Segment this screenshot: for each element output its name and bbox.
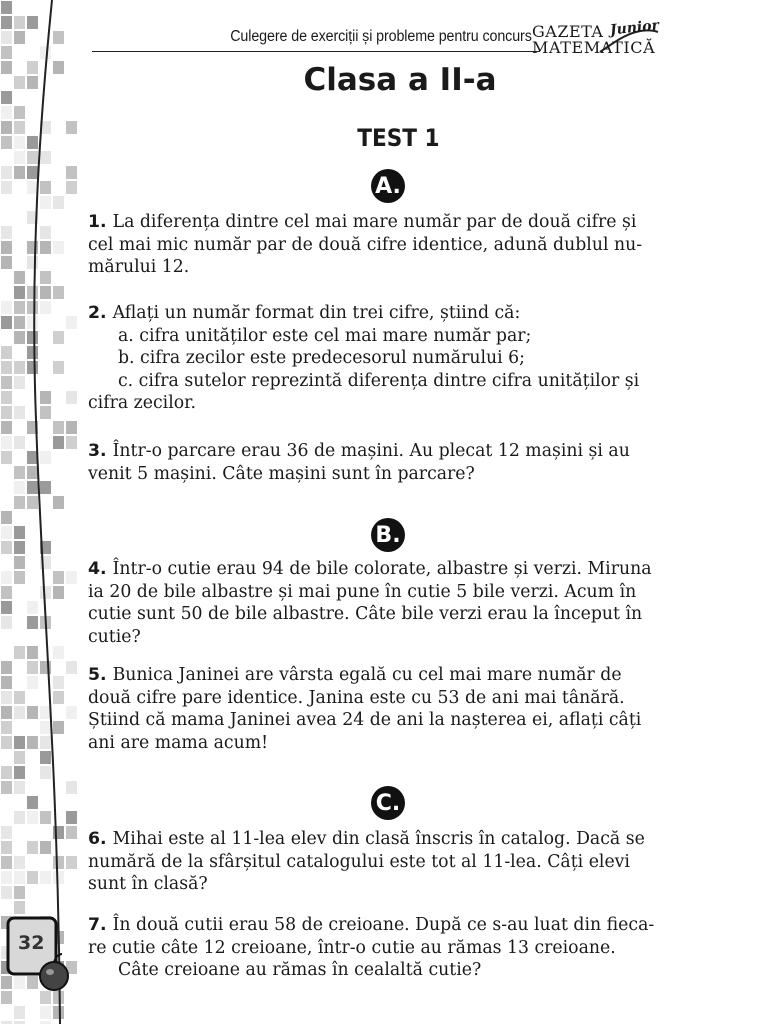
- problem-line: două cifre pare identice. Janina este cu 53 de ani mai tânără.: [88, 687, 625, 708]
- logo-gazeta-text: GAZETA: [532, 22, 604, 41]
- problem-text: Aflați un număr format din trei cifre, știind că:: [112, 303, 521, 323]
- header-rule: [92, 51, 540, 52]
- problem-number: 3.: [88, 441, 107, 461]
- logo-junior-text: Junior: [609, 17, 660, 39]
- problem-subitem-c: c. cifra sutelor reprezintă diferența dintre cifra unităților și: [118, 370, 640, 391]
- problem-line: [88, 828, 694, 851]
- page-header: [92, 18, 702, 58]
- problem-7: [88, 914, 694, 982]
- problem-line: [88, 558, 694, 581]
- problem-line: cifra zecilor.: [88, 393, 196, 413]
- problem-3: [88, 440, 694, 485]
- decorative-curve-line: [0, 0, 80, 1024]
- problem-line: cel mai mic număr par de două cifre identice, adună dublul nu-: [88, 234, 643, 255]
- problem-line: ia 20 de bile albastre și mai pune în cutie 5 bile verzi. Acum în: [88, 581, 637, 602]
- problem-text: Mihai este al 11-lea elev din clasă înscris în catalog. Dacă se: [112, 829, 645, 849]
- page-number-badge: [6, 914, 64, 984]
- problem-line: [88, 211, 694, 234]
- problem-4: [88, 558, 694, 648]
- section-badge-b: B.: [371, 518, 405, 552]
- section-badge-c: C.: [371, 786, 405, 820]
- running-title: Culegere de exerciții și probleme pentru concurs: [230, 28, 532, 45]
- problem-line: [88, 440, 694, 463]
- problem-line: mărului 12.: [88, 257, 190, 277]
- problem-1: [88, 211, 694, 279]
- problem-text: Bunica Janinei are vârsta egală cu cel mai mare număr de: [112, 665, 622, 685]
- problem-6: [88, 828, 694, 896]
- problem-5: [88, 664, 694, 754]
- problem-line: cutie sunt 50 de bile albastre. Câte bile verzi erau la început în: [88, 604, 643, 624]
- problem-line: ani are mama acum!: [88, 732, 269, 753]
- problem-line: Câte creioane au rămas în cealaltă cutie?: [118, 960, 482, 980]
- logo-matematica-text: MATEMATICĂ: [532, 38, 656, 57]
- problem-text: Într-o parcare erau 36 de mașini. Au plecat 12 mașini și au: [112, 441, 630, 461]
- section-badge-a: A.: [371, 169, 405, 203]
- page-title: Clasa a II-a: [303, 62, 497, 98]
- page-number: 32: [18, 932, 45, 954]
- problem-2: [88, 302, 694, 415]
- problem-number: 1.: [88, 212, 107, 232]
- gazeta-matematica-logo: [532, 17, 690, 62]
- problem-subitem-b: b. cifra zecilor este predecesorul numărului 6;: [118, 348, 525, 368]
- problem-line: re cutie câte 12 creioane, într-o cutie au rămas 13 creioane.: [88, 937, 616, 958]
- problem-subitem-a: a. cifra unităților este cel mai mare număr par;: [118, 325, 532, 346]
- problem-number: 5.: [88, 665, 107, 685]
- problem-number: 6.: [88, 829, 107, 849]
- problem-number: 7.: [88, 915, 107, 935]
- problem-text: Într-o cutie erau 94 de bile colorate, albastre și verzi. Miruna: [112, 559, 652, 579]
- problem-number: 4.: [88, 559, 107, 579]
- problem-text: La diferența dintre cel mai mare număr par de două cifre și: [112, 212, 637, 232]
- problem-text: În două cutii erau 58 de creioane. După ce s-au luat din fieca-: [112, 915, 655, 935]
- page-badge-frame-icon: [6, 914, 74, 994]
- problem-line: numără de la sfârșitul catalogului este tot al 11-lea. Câți elevi: [88, 851, 630, 872]
- problem-number: 2.: [88, 303, 107, 323]
- problem-line: cutie?: [88, 626, 141, 647]
- problem-line: [88, 914, 694, 937]
- problem-line: sunt în clasă?: [88, 874, 208, 894]
- problem-line: Știind că mama Janinei avea 24 de ani la nașterea ei, aflați câți: [88, 710, 642, 730]
- test-title: TEST 1: [357, 124, 440, 152]
- problem-line: venit 5 mașini. Câte mașini sunt în parcare?: [88, 463, 475, 484]
- problem-line: [88, 664, 694, 687]
- problem-line: [88, 302, 694, 325]
